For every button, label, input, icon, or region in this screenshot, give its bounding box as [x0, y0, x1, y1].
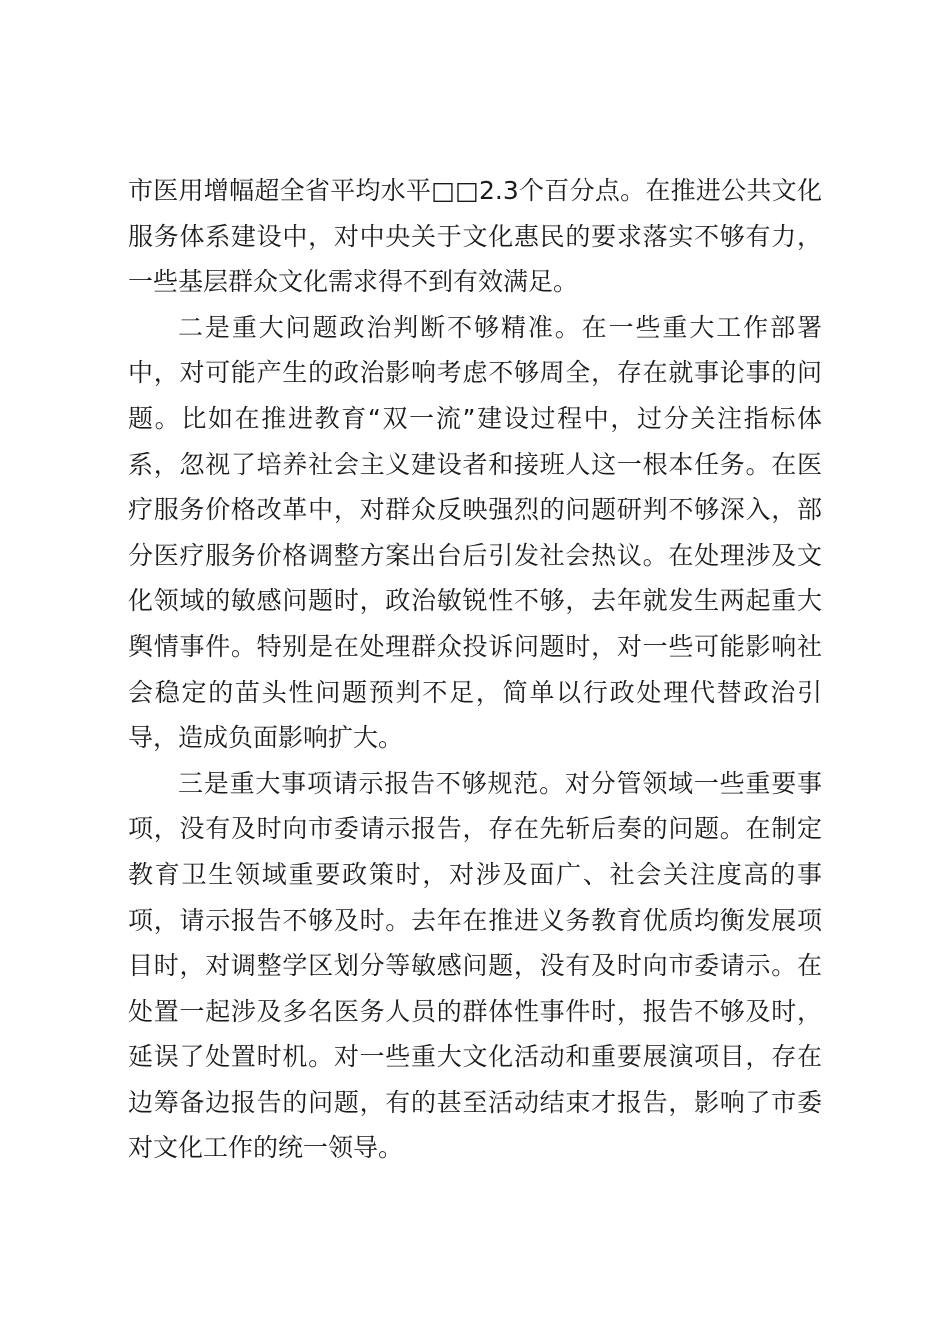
document-body [128, 168, 822, 1171]
paragraph-continuation: 市医用增幅超全省平均水平□□2.3个百分点。在推进公共文化服务体系建设中，对中央关于文化惠民的要求落实不够有力，一些基层群众文化需求得不到有效满足。 [128, 176, 822, 297]
paragraph-political-judgment: 二是重大问题政治判断不够精准。在一些重大工作部署中，对可能产生的政治影响考虑不够周全，存在就事论事的问题。比如在推进教育“双一流”建设过程中，过分关注指标体系，忽视了培养社会主义建设者和接班人这一根本任务。在医疗服务价格改革中，对群众反映强烈的问题研判不够深入，部分医疗服务价格调整方案出台后引发社会热议。在处理涉及文化领域的敏感问题时，政治敏锐性不够，去年就发生两起重大舆情事件。特别是在处理群众投诉问题时，对一些可能影响社会稳定的苗头性问题预判不足，简单以行政处理代替政治引导，造成负面影响扩大。 [128, 312, 822, 753]
paragraph-reporting-standards: 三是重大事项请示报告不够规范。对分管领域一些重要事项，没有及时向市委请示报告，存在先斩后奏的问题。在制定教育卫生领域重要政策时，对涉及面广、社会关注度高的事项，请示报告不够及时。去年在推进义务教育优质均衡发展项目时，对调整学区划分等敏感问题，没有及时向市委请示。在处置一起涉及多名医务人员的群体性事件时，报告不够及时，延误了处置时机。对一些重大文化活动和重要展演项目，存在边筹备边报告的问题，有的甚至活动结束才报告，影响了市委对文化工作的统一领导。 [128, 768, 822, 1163]
